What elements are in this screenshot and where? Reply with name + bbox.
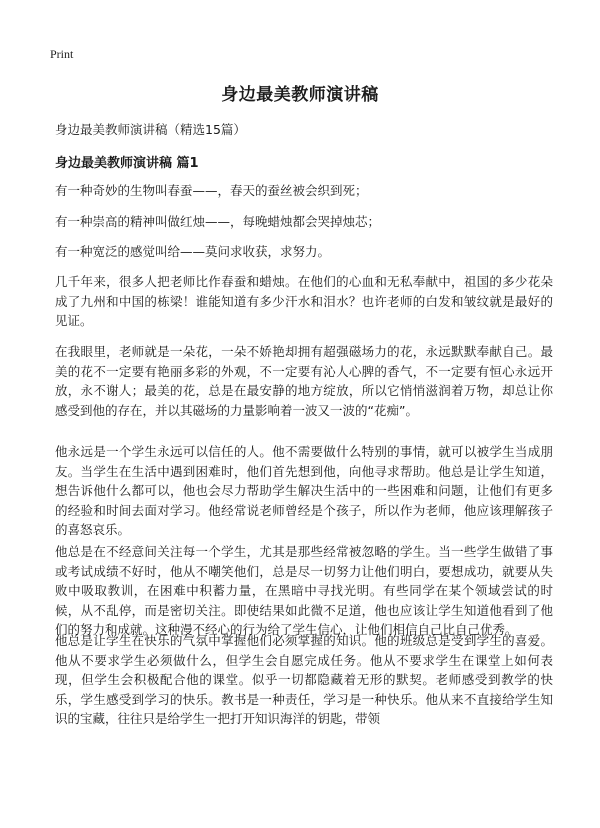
paragraph: 他总是在不经意间关注每一个学生，尤其是那些经常被忽略的学生。当一些学生做错了事或考试成绩不好时，他从不嘲笑他们，总是尽一切努力让他们明白，要想成功，就要从失败中吸取教训，在困难中积蓄力量，在黑暗中寻找光明。有些同学在某个领域尝试的时候，从不乱停，而是密切关注。即使结果如此微不足道，他也应该让学生知道他看到了他们的努力和成就。这种漫不经心的行为给了学生信心，让他们相信自己比自己优秀。: [55, 544, 553, 638]
document-subtitle: 身边最美教师演讲稿（精选15篇）: [55, 122, 246, 137]
paragraph: 他永远是一个学生永远可以信任的人。他不需要做什么特别的事情，就可以被学生当成朋友。当学生在生活中遇到困难时，他们首先想到他，向他寻求帮助。他总是让学生知道，想告诉他什么都可以，他也会尽力帮助学生解决生活中的一些困难和问题，让他们有更多的经验和时间去面对学习。他经常说老师曾经是个孩子，所以作为老师，他应该理解孩子的喜怒哀乐。: [55, 444, 553, 538]
paragraph: 有一种宽泛的感觉叫给——莫问求收获，求努力。: [55, 244, 331, 259]
section-heading: 身边最美教师演讲稿 篇1: [55, 156, 199, 171]
document-title: 身边最美教师演讲稿: [221, 85, 379, 105]
print-link[interactable]: Print: [50, 47, 74, 61]
paragraph: 几千年来，很多人把老师比作春蚕和蜡烛。在他们的心血和无私奉献中，祖国的多少花朵成了九州和中国的栋梁！谁能知道有多少汗水和泪水？也许老师的白发和皱纹就是最好的见证。: [55, 274, 553, 329]
paragraph: 他总是让学生在快乐的气氛中掌握他们必须掌握的知识。他的班级总是受到学生的喜爱。他从不要求学生必须做什么，但学生会自愿完成任务。他从不要求学生在课堂上如何表现，但学生会积极配合他的课堂。似乎一切都隐藏着无形的默契。老师感受到教学的快乐，学生感受到学习的快乐。教书是一种责任，学习是一种快乐。他从来不直接给学生知识的宝藏，往往只是给学生一把打开知识海洋的钥匙，带领: [55, 633, 553, 727]
paragraph: 有一种奇妙的生物叫春蚕——，春天的蚕丝被会织到死；: [55, 183, 368, 198]
paragraph: 在我眼里，老师就是一朵花，一朵不娇艳却拥有超强磁场力的花，永远默默奉献自己。最美的花不一定要有艳丽多彩的外观，不一定要有沁人心脾的香气，不一定要有恒心永远开放，永不谢人；最美的花，总是在最安静的地方绽放，所以它悄悄滋润着万物，却总让你感受到他的存在，并以其磁场的力量影响着一波又一波的“花痴”。: [55, 344, 553, 418]
paragraph: 有一种崇高的精神叫做红烛——，每晚蜡烛都会哭掉烛芯；: [55, 214, 381, 229]
